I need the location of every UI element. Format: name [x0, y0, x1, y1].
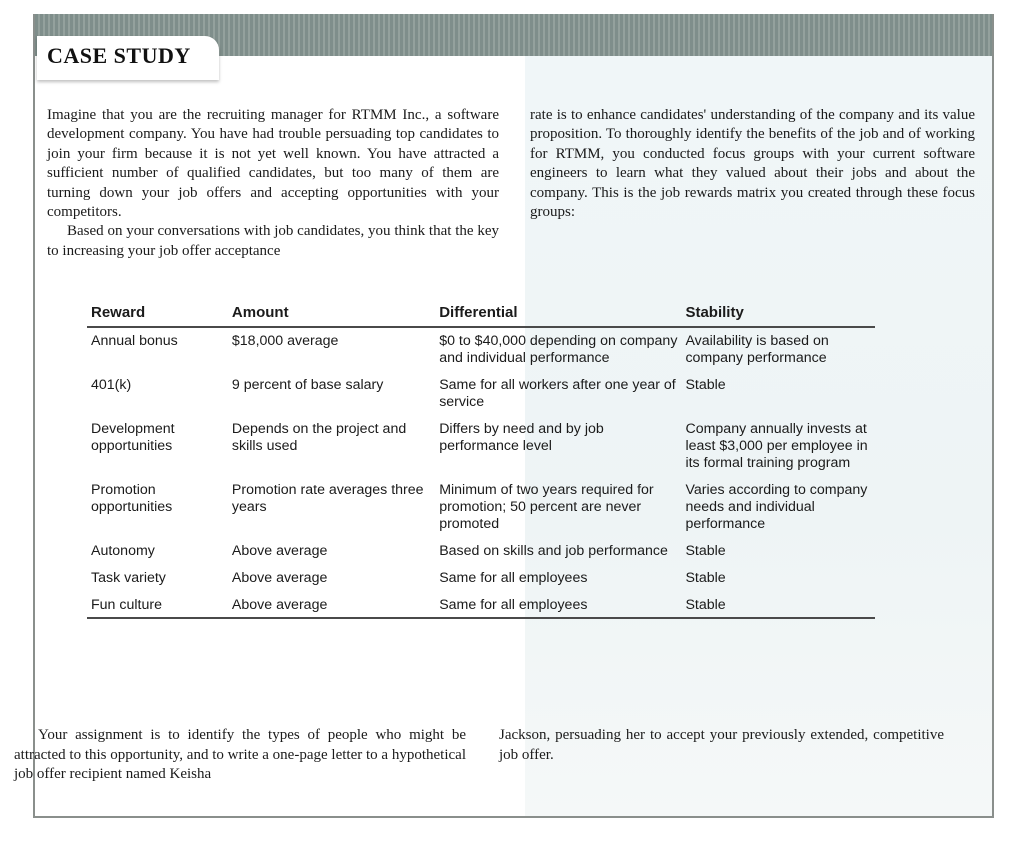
stability-cell: Company annually invests at least $3,000 per employee in its formal training program — [685, 421, 868, 471]
reward-cell: Promotion opportunities — [91, 482, 173, 515]
differential-cell: Based on skills and job performance — [439, 543, 668, 559]
reward-cell: Development opportunities — [91, 421, 175, 454]
column-header-reward: Reward — [87, 302, 228, 327]
amount-cell: $18,000 average — [231, 333, 339, 349]
intro-paragraph-2: Based on your conversations with job candidates, you think that the key to increasing your job offer acceptance — [47, 223, 499, 259]
stability-cell: Stable — [685, 543, 726, 559]
stability-cell: Stable — [685, 570, 726, 586]
differential-cell: Minimum of two years required for promotion; 50 percent are never promoted — [439, 482, 654, 532]
amount-cell: Above average — [231, 543, 328, 559]
assignment-paragraph-continued: Jackson, persuading her to accept your previously extended, competitive job offer. — [499, 727, 944, 763]
intro-paragraph-3: rate is to enhance candidates' understanding of the company and its value proposition. To thoroughly identify the benefits of the job and of working for RTMM, you conducted focus groups with your current software engineers to learn what they valued about their jobs and about the company. This is the job rewards matrix you created through these focus groups: — [530, 107, 975, 221]
assignment-paragraph: Your assignment is to identify the types of people who might be attracted to this opportunity, and to write a one-page letter to a hypothetical job offer recipient named Keisha — [14, 727, 466, 782]
differential-cell: Same for all workers after one year of service — [439, 377, 676, 410]
reward-cell: 401(k) — [91, 377, 132, 393]
reward-cell: Task variety — [91, 570, 166, 586]
amount-cell: Depends on the project and skills used — [231, 421, 407, 454]
table-row — [87, 416, 875, 477]
job-rewards-table — [87, 302, 875, 619]
reward-cell: Autonomy — [91, 543, 155, 559]
column-header-stability: Stability — [681, 302, 875, 327]
differential-cell: Same for all employees — [435, 592, 681, 618]
reward-cell: Fun culture — [87, 592, 228, 618]
table-header-row — [87, 302, 875, 327]
table-row — [87, 565, 875, 592]
amount-cell: Above average — [231, 570, 328, 586]
differential-cell: Same for all employees — [439, 570, 588, 586]
table-row — [87, 477, 875, 538]
stability-cell: Stable — [685, 377, 726, 393]
differential-cell: Differs by need and by job performance level — [439, 421, 604, 454]
column-header-amount: Amount — [228, 302, 435, 327]
intro-left-column — [47, 106, 499, 261]
case-study-heading: CASE STUDY — [37, 36, 219, 80]
differential-cell: $0 to $40,000 depending on company and individual performance — [439, 333, 678, 366]
amount-cell: Promotion rate averages three years — [231, 482, 424, 515]
stability-cell: Availability is based on company performance — [685, 333, 829, 366]
table-row — [87, 592, 875, 618]
amount-cell: 9 percent of base salary — [231, 377, 384, 393]
column-header-differential: Differential — [435, 302, 681, 327]
table-row — [87, 327, 875, 372]
stability-cell: Varies according to company needs and individual performance — [685, 482, 868, 532]
table-row — [87, 538, 875, 565]
intro-right-column — [530, 106, 975, 222]
intro-paragraph-1: Imagine that you are the recruiting manager for RTMM Inc., a software development company. You have had trouble persuading top candidates to join your firm because it is not yet well known. You have attracted a sufficient number of qualified candidates, but too many of them are turning down your job offers and accepting opportunities with your competitors. — [47, 107, 499, 221]
reward-cell: Annual bonus — [91, 333, 178, 349]
amount-cell: Above average — [228, 592, 435, 618]
table-row — [87, 372, 875, 416]
stability-cell: Stable — [681, 592, 875, 618]
